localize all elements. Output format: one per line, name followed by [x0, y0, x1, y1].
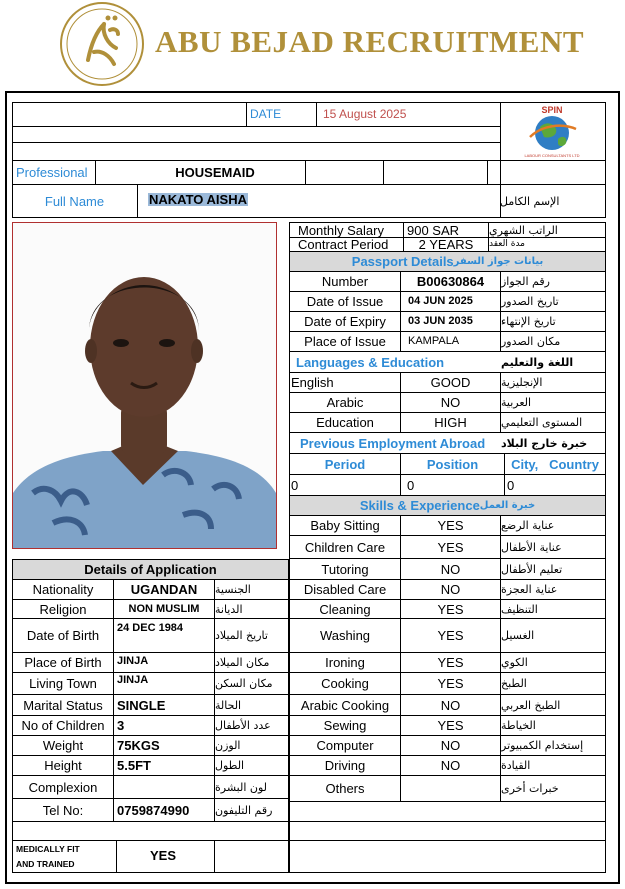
- passport-issue-ar: تاريخ الصدور: [501, 295, 559, 308]
- skill-ar-baby-sitting: عناية الرضع: [501, 519, 555, 532]
- salary-monthly-ar: الراتب الشهري: [489, 223, 558, 237]
- languages-title-ar: اللغة والتعليم: [501, 355, 574, 369]
- skill-ar-children-care: عناية الأطفال: [501, 540, 562, 554]
- skill-ar-sewing: الخياطة: [501, 719, 536, 732]
- skill-value-disabled-care: NO: [440, 582, 461, 597]
- passport-place-ar: مكان الصدور: [501, 335, 561, 348]
- application-title: Details of Application: [13, 560, 288, 579]
- skill-value-baby-sitting: YES: [437, 518, 464, 533]
- salary-contract-value: 2 YEARS: [418, 238, 474, 251]
- date-value: 15 August 2025: [323, 107, 407, 121]
- skill-label-washing: Washing: [319, 628, 371, 643]
- app-label-nationality: Nationality: [32, 582, 94, 597]
- skill-value-driving: NO: [440, 758, 461, 773]
- skills-title-ar: خبرة العمل: [479, 499, 536, 511]
- app-value-weight: 75KGS: [117, 738, 160, 753]
- svg-text:LABOUR CONSULTANTS LTD: LABOUR CONSULTANTS LTD: [524, 153, 580, 158]
- skill-value-arabic-cooking: NO: [440, 697, 461, 713]
- company-logo: [58, 0, 146, 88]
- app-value-children: 3: [117, 718, 125, 733]
- previous-col-position: Position: [426, 456, 479, 472]
- skill-ar-tutoring: تعليم الأطفال: [501, 562, 563, 576]
- skill-ar-disabled-care: عناية العجزة: [501, 583, 558, 596]
- skill-label-sewing: Sewing: [323, 718, 367, 733]
- passport-expiry-label: Date of Expiry: [304, 314, 386, 329]
- lang-education-value: HIGH: [434, 415, 467, 430]
- app-ar-living-town: مكان السكن: [215, 677, 273, 690]
- app-label-living-town: Living Town: [29, 676, 97, 691]
- skill-label-cleaning: Cleaning: [319, 601, 371, 617]
- skill-label-computer: Computer: [316, 738, 374, 753]
- lang-english-label: English: [291, 375, 334, 390]
- salary-monthly-value: 900 SAR: [407, 223, 460, 237]
- app-label-children: No of Children: [21, 718, 105, 733]
- app-value-pob: JINJA: [117, 654, 149, 667]
- lang-arabic-ar: العربية: [501, 396, 532, 409]
- skill-value-washing: YES: [437, 628, 464, 643]
- passport-number-value: B00630864: [416, 274, 485, 289]
- skill-value-ironing: YES: [437, 655, 464, 670]
- passport-number-ar: رقم الجواز: [501, 275, 550, 288]
- full-name-ar: الإسم الكامل: [500, 194, 560, 208]
- app-ar-complexion: لون البشرة: [215, 780, 267, 794]
- app-ar-weight: الوزن: [215, 739, 241, 752]
- app-value-dob: 24 DEC 1984: [117, 621, 184, 634]
- app-value-nationality: UGANDAN: [130, 582, 198, 597]
- date-label: DATE: [250, 107, 282, 121]
- app-label-religion: Religion: [39, 601, 87, 617]
- svg-text:SPIN: SPIN: [541, 105, 563, 115]
- app-ar-marital: الحالة: [215, 698, 242, 712]
- app-label-dob: Date of Birth: [26, 628, 100, 643]
- skill-value-cooking: YES: [437, 676, 464, 691]
- skill-value-computer: NO: [440, 738, 461, 753]
- full-name-text: NAKATO AISHA: [149, 191, 247, 207]
- company-name: ABU BEJAD RECRUITMENT: [155, 24, 585, 59]
- app-ar-nationality: الجنسية: [215, 583, 251, 596]
- skill-ar-cleaning: التنظيف: [501, 602, 538, 616]
- previous-title-ar: خبرة خارج البلاد: [501, 436, 588, 450]
- app-value-tel: 0759874990: [117, 802, 190, 818]
- medical-value: YES: [150, 847, 177, 863]
- full-name-value: [148, 190, 348, 208]
- salary-contract-label: Contract Period: [298, 238, 389, 251]
- lang-arabic-label: Arabic: [326, 395, 364, 410]
- passport-title-en: Passport Details: [351, 254, 454, 269]
- skills-title-en: Skills & Experience: [359, 498, 480, 513]
- skill-value-tutoring: NO: [440, 561, 461, 577]
- app-label-tel: Tel No:: [42, 802, 84, 818]
- previous-val-city: 0: [507, 477, 515, 493]
- previous-col-period: Period: [324, 456, 366, 472]
- skill-label-arabic-cooking: Arabic Cooking: [300, 697, 390, 713]
- skill-ar-driving: القيادة: [501, 759, 531, 772]
- previous-val-period: 0: [291, 477, 299, 493]
- app-label-weight: Weight: [42, 738, 84, 753]
- skill-label-cooking: Cooking: [321, 676, 369, 691]
- skill-label-baby-sitting: Baby Sitting: [310, 518, 380, 533]
- app-ar-height: الطول: [215, 759, 245, 772]
- skill-ar-others: خبرات أخرى: [501, 782, 559, 795]
- app-ar-dob: تاريخ الميلاد: [215, 629, 268, 642]
- medical-label-1: MEDICALLY FIT: [16, 843, 80, 854]
- passport-title: [290, 252, 605, 271]
- lang-education-label: Education: [316, 415, 374, 430]
- skill-label-ironing: Ironing: [325, 655, 365, 670]
- app-label-height: Height: [44, 758, 82, 773]
- professional-label: Professional: [16, 165, 88, 180]
- skill-label-children-care: Children Care: [304, 539, 386, 555]
- lang-education-ar: المستوى التعليمي: [501, 416, 583, 429]
- app-value-height: 5.5FT: [117, 758, 151, 773]
- lang-english-ar: الإنجليزية: [501, 376, 543, 389]
- skill-ar-computer: إستخدام الكمبيوتر: [501, 739, 584, 752]
- skill-label-others: Others: [325, 781, 365, 796]
- profession-value: HOUSEMAID: [175, 165, 255, 180]
- app-value-marital: SINGLE: [117, 697, 166, 713]
- app-ar-tel: رقم التليفون: [215, 803, 273, 817]
- passport-place-value: KAMPALA: [408, 335, 460, 347]
- app-ar-pob: مكان الميلاد: [215, 656, 270, 669]
- app-value-complexion: [117, 776, 213, 798]
- lang-arabic-value: NO: [440, 395, 461, 410]
- spin-logo: [522, 103, 582, 159]
- skill-value-children-care: YES: [437, 539, 464, 555]
- candidate-photo: [12, 222, 277, 549]
- app-ar-children: عدد الأطفال: [215, 719, 271, 732]
- app-label-complexion: Complexion: [28, 779, 98, 795]
- passport-expiry-value: 03 JUN 2035: [408, 315, 473, 327]
- previous-val-position: 0: [407, 477, 415, 493]
- app-label-marital: Marital Status: [23, 697, 103, 713]
- passport-issue-label: Date of Issue: [306, 294, 384, 309]
- passport-title-ar: بيانات جواز السفر: [453, 255, 544, 267]
- medical-label-2: AND TRAINED: [16, 858, 75, 869]
- skill-value-sewing: YES: [437, 718, 464, 733]
- salary-monthly-label: Monthly Salary: [298, 223, 384, 237]
- passport-number-label: Number: [321, 274, 369, 289]
- skill-ar-washing: الغسيل: [501, 629, 535, 642]
- skills-title: [290, 496, 605, 515]
- salary-contract-ar: مدة العقد: [489, 239, 525, 249]
- skill-value-others: [401, 776, 500, 801]
- skill-label-driving: Driving: [324, 758, 366, 773]
- previous-title: Previous Employment Abroad: [300, 435, 486, 451]
- passport-place-label: Place of Issue: [304, 334, 386, 349]
- previous-col-city: City, Country: [511, 456, 599, 472]
- languages-title: Languages & Education: [296, 354, 445, 370]
- app-label-pob: Place of Birth: [24, 655, 102, 670]
- skill-ar-arabic-cooking: الطبخ العربي: [501, 698, 561, 712]
- app-ar-religion: الديانة: [215, 602, 243, 616]
- skill-value-cleaning: YES: [437, 601, 464, 617]
- lang-english-value: GOOD: [430, 375, 471, 390]
- full-name-label: Full Name: [44, 193, 105, 209]
- passport-expiry-ar: تاريخ الإنتهاء: [501, 315, 556, 328]
- app-value-religion: NON MUSLIM: [128, 602, 200, 615]
- skill-label-tutoring: Tutoring: [321, 561, 369, 577]
- skill-label-disabled-care: Disabled Care: [303, 582, 387, 597]
- skill-ar-ironing: الكوي: [501, 656, 528, 669]
- skill-ar-cooking: الطبخ: [501, 677, 527, 690]
- passport-issue-value: 04 JUN 2025: [408, 295, 473, 307]
- app-value-living-town: JINJA: [117, 673, 149, 686]
